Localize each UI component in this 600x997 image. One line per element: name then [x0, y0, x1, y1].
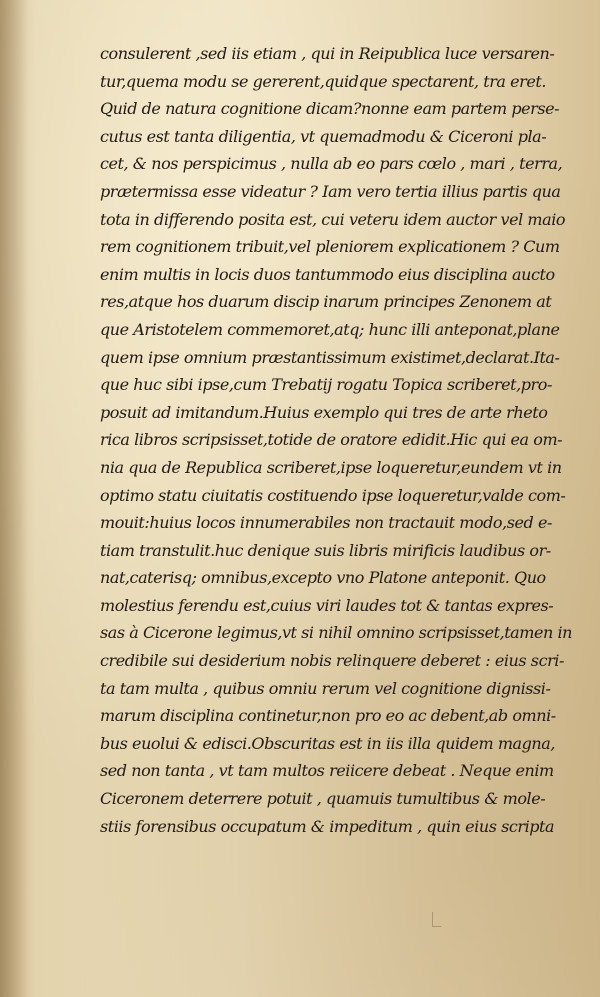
text-line: res,atque hos duarum discip inarum principes Zenonem at: [100, 292, 552, 312]
text-line: nia qua de Republica scriberet,ipse loqueretur,eundem vt in: [100, 457, 562, 477]
text-line: tur,quema modu se gererent,quidque spectarent, tra eret.: [100, 71, 546, 91]
body-text: [100, 40, 585, 840]
text-line: tiam transtulit.huc denique suis libris mirificis laudibus or-: [100, 540, 551, 560]
text-line: bus euolui & edisci.Obscuritas est in iis illa quidem magna,: [100, 733, 556, 753]
text-line: nat,caterisq; omnibus,excepto vno Platone anteponit. Quo: [100, 568, 546, 588]
text-line: enim multis in locis duos tantummodo eius disciplina aucto: [100, 264, 555, 284]
gutter-shadow: [0, 0, 28, 997]
text-line: cet, & nos perspicimus , nulla ab eo pars cœlo , mari , terra,: [100, 154, 563, 174]
text-line: marum disciplina continetur,non pro eo ac debent,ab omni-: [100, 706, 556, 726]
text-line: tota in differendo posita est, cui veteru idem auctor vel maio: [100, 209, 566, 229]
text-line: Quid de natura cognitione dicam?nonne eam partem perse-: [100, 99, 560, 119]
text-line: ta tam multa , quibus omniu rerum vel cognitione dignissi-: [100, 678, 551, 698]
text-line: cutus est tanta diligentia, vt quemadmodu & Ciceroni pla-: [100, 126, 547, 146]
text-line: que Aristotelem commemoret,atq; hunc illi anteponat,plane: [100, 319, 560, 339]
text-line: stiis forensibus occupatum & impeditum , quin eius scripta: [100, 816, 555, 836]
text-line: mouit:huius locos innumerabiles non tractauit modo,sed e-: [100, 513, 552, 533]
text-line: credibile sui desiderium nobis relinquere deberet : eius scri-: [100, 651, 564, 671]
text-line: rica libros scripsisset,totide de oratore edidit.Hic qui ea om-: [100, 430, 563, 450]
text-line: prætermissa esse videatur ? Iam vero tertia illius partis qua: [100, 181, 561, 201]
print-mark: [432, 912, 441, 927]
text-line: quem ipse omnium præstantissimum existimet,declarat.Ita-: [100, 347, 560, 367]
text-line: rem cognitionem tribuit,vel pleniorem explicationem ? Cum: [100, 237, 560, 257]
text-line: posuit ad imitandum.Huius exemplo qui tres de arte rheto: [100, 402, 548, 422]
text-line: Ciceronem deterrere potuit , quamuis tumultibus & mole-: [100, 789, 546, 809]
text-line: molestius ferendu est,cuius viri laudes tot & tantas expres-: [100, 595, 554, 615]
text-line: optimo statu ciuitatis costituendo ipse loqueretur,valde com-: [100, 485, 566, 505]
text-line: sas à Cicerone legimus,vt si nihil omnino scripsisset,tamen in: [100, 623, 573, 643]
text-line: que huc sibi ipse,cum Trebatij rogatu Topica scriberet,pro-: [100, 375, 552, 395]
text-line: sed non tanta , vt tam multos reiicere debeat . Neque enim: [100, 761, 554, 781]
text-line: consulerent ,sed iis etiam , qui in Reipublica luce versaren-: [100, 44, 555, 63]
